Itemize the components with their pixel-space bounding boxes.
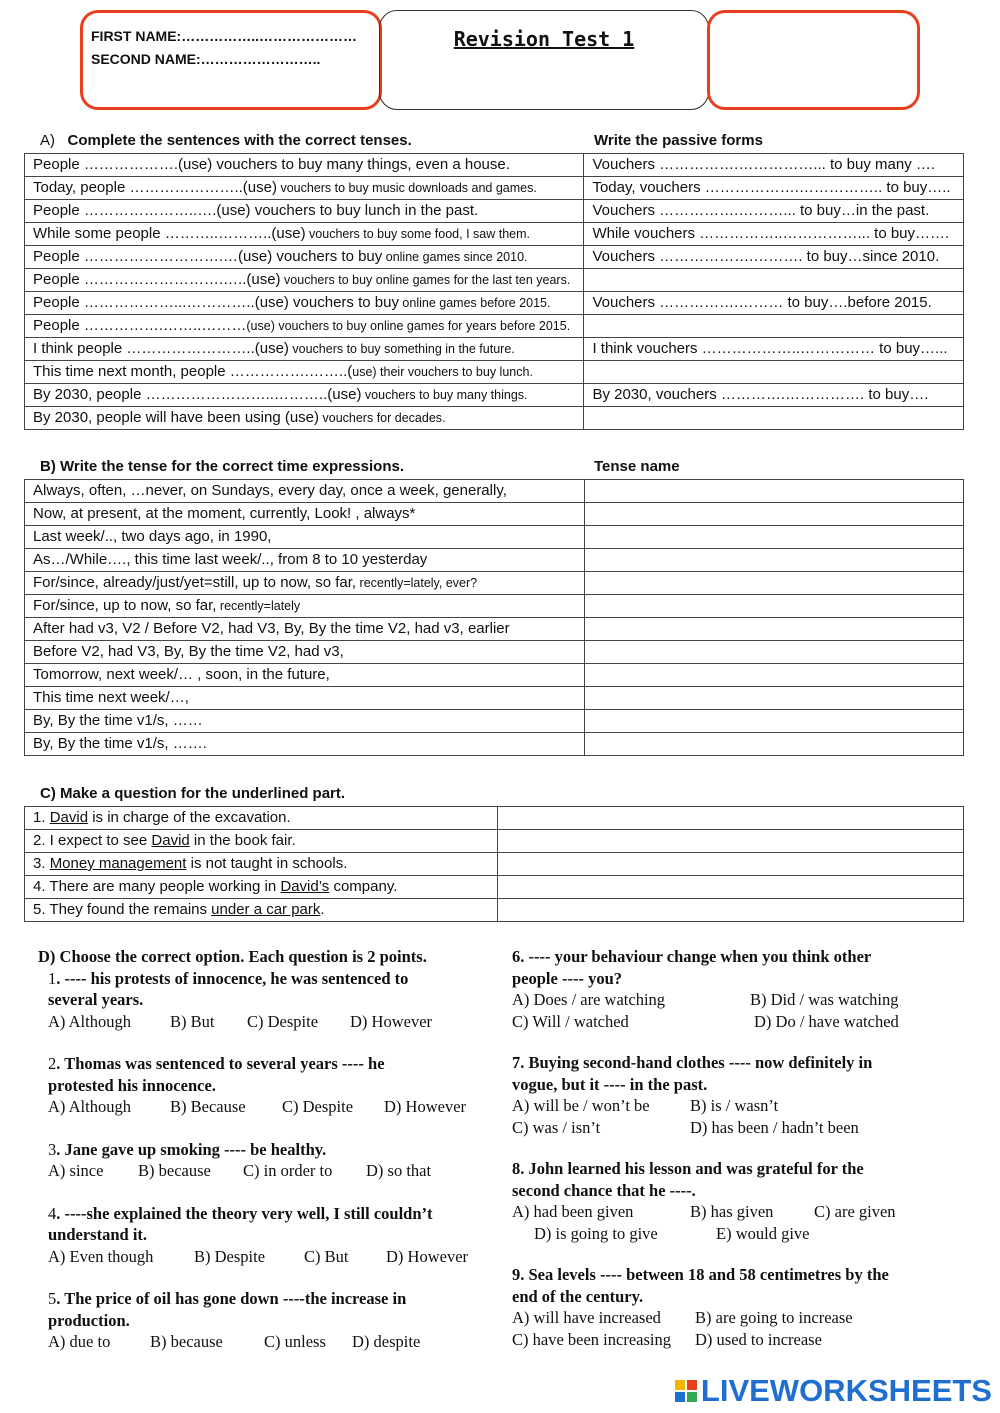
underlined-part: David [49,809,89,826]
option[interactable]: B) is / wasn’t [690,1096,779,1115]
time-expression-text: By, By the time v1/s, …… [33,712,203,729]
option[interactable]: B) Despite [194,1246,266,1266]
question-text: 6. ---- your behaviour change when you think other [512,947,872,966]
logo-text: LIVEWORKSHEETS [700,1373,992,1408]
section-b-table [24,479,964,756]
statement-post: is not taught in schools. [186,855,348,872]
logo-square [675,1380,685,1390]
tense-answer-cell[interactable] [584,503,963,526]
question-text [48,1139,488,1161]
question-line: . Jane gave up smoking ---- be healthy. [56,1139,327,1159]
option[interactable]: D) However [350,1011,433,1031]
question-text [48,1203,488,1225]
sentence-cell [25,269,584,292]
question-line: production. [48,1310,130,1330]
table-row [25,618,964,641]
question [48,1053,488,1118]
sentence-text: People ……………………….…..(use) [33,271,281,288]
question-number: 5 [48,1289,57,1308]
time-expression-cell [25,480,585,503]
time-expression-text: For/since, up to now, so far, [33,597,217,614]
option[interactable]: D) However [384,1097,467,1116]
options [48,1011,488,1033]
sentence-small-text: (use) vouchers to buy online games for years before 2015. [246,319,571,333]
time-expression-cell [25,687,585,710]
question-text [48,1310,488,1332]
statement-pre: 2. I expect to see [33,832,152,849]
table-row [25,361,964,384]
time-expression-cell [25,526,585,549]
question-number: 4 [48,1203,57,1223]
question-text [48,1288,488,1310]
table-row [25,710,964,733]
sentence-text: People ………………...…………..(use) vouchers to buy [33,294,399,311]
question [512,946,952,1032]
sentence-small-text: vouchers for decades. [319,411,446,425]
option[interactable]: B) Because [170,1097,246,1116]
statement-cell [25,853,498,876]
options [512,989,952,1011]
time-expression-text: Always, often, …never, on Sundays, every day, once a week, generally, [33,482,507,499]
question [48,1288,488,1353]
question-answer-cell[interactable] [497,876,963,899]
question [512,1264,952,1350]
time-expression-text: For/since, already/just/yet=still, up to now, so far, [33,574,357,591]
underlined-part: David [151,832,190,849]
sentence-text: This time next month, people …………….……..( [33,363,353,380]
question-text [48,1224,488,1246]
option[interactable]: D) has been / hadn’t been [690,1117,859,1137]
section-a-table [24,153,964,430]
option[interactable]: A) Although [48,1097,131,1116]
question-text [48,968,488,990]
time-expression-text: As…/While…., this time last week/.., from 8 to 10 yesterday [33,551,428,568]
table-row [25,830,964,853]
table-row [25,292,964,315]
time-expression-cell [25,664,585,687]
option[interactable]: A) had been given [512,1202,634,1221]
option[interactable]: D) However [386,1246,469,1266]
tense-answer-cell[interactable] [584,572,963,595]
question-text: 7. Buying second-hand clothes ---- now definitely in [512,1053,873,1072]
question-text: 9. Sea levels ---- between 18 and 58 centimetres by the [512,1265,889,1284]
statement-cell [25,876,498,899]
sentence-text: People ……………………….…(use) vouchers to buy [33,248,383,265]
question-text: 8. John learned his lesson and was grateful for the [512,1159,864,1178]
liveworksheets-logo [675,1373,992,1409]
first-name-label: FIRST NAME:……………..………………… [91,28,357,44]
table-row [25,526,964,549]
section-b-heading-right: Tense name [594,458,680,475]
sentence-text: By 2030, people ……………………..………..(use) [33,386,362,403]
sentence-text: I think people ……………………..(use) [33,340,289,357]
question-line: several years. [48,990,144,1009]
options [512,1117,952,1139]
options [512,1095,952,1117]
page-title: Revision Test 1 [453,27,635,51]
option[interactable]: D) so that [366,1161,432,1180]
option[interactable]: A) will have increased [512,1308,661,1327]
options [48,1246,488,1268]
question-text: second chance that he ----. [512,1180,696,1200]
option[interactable]: B) has given [690,1202,774,1221]
table-row [25,315,964,338]
section-c-heading: C) Make a question for the underlined part. [40,785,346,802]
options [48,1096,488,1118]
options [512,1307,952,1329]
option[interactable]: B) But [170,1011,215,1031]
time-expression-cell [25,710,585,733]
question-text [48,1075,488,1097]
table-row [25,664,964,687]
passive-cell[interactable] [584,407,964,430]
passive-cell[interactable]: Vouchers …………….……… to buy….before 2015. [584,292,964,315]
time-expression-cell [25,641,585,664]
table-row [25,338,964,361]
statement-post: company. [329,878,398,895]
sentence-text: People …………….……..……… [33,317,247,334]
option[interactable]: C) Will / watched [512,1011,629,1031]
question-number: 3 [48,1139,57,1159]
time-expression-small: recently=lately, ever? [356,576,478,590]
passive-cell[interactable]: Today, vouchers ……………….…………….. to buy….. [584,177,964,200]
sentence-text: Today, people …………………..(use) [33,179,277,196]
option[interactable]: A) will be / won’t be [512,1096,650,1115]
sentence-cell [25,361,584,384]
question-answer-cell[interactable] [497,899,963,922]
option[interactable]: A) Although [48,1011,131,1031]
time-expression-cell [25,503,585,526]
statement-pre: 1. [33,809,50,826]
sentence-cell [25,338,584,361]
passive-cell[interactable]: Vouchers ……………….………. to buy…since 2010. [584,246,964,269]
options [512,1223,952,1245]
table-row [25,549,964,572]
underlined-part: under a car park [211,901,321,918]
sentence-cell [25,292,584,315]
underlined-part: David’s [280,878,330,895]
table-row [25,733,964,756]
option[interactable]: C) unless [264,1332,326,1351]
table-row [25,246,964,269]
question-text: end of the century. [512,1286,644,1306]
sentence-cell [25,177,584,200]
option[interactable]: B) because [138,1161,211,1180]
sentence-cell [25,200,584,223]
question [48,1203,488,1268]
question-line: . Thomas was sentenced to several years ---- he [56,1054,385,1073]
table-row [25,269,964,292]
statement-cell [25,807,498,830]
question-answer-cell[interactable] [497,807,963,830]
question [48,968,488,1033]
time-expression-cell [25,595,585,618]
question-line: . ----she explained the theory very well, I still couldn’t [56,1203,433,1223]
tense-answer-cell[interactable] [584,595,963,618]
table-row [25,595,964,618]
sentence-text: People …………………..….(use) vouchers to buy lunch in the past. [33,202,479,219]
title-box [379,10,709,110]
question-line: . ---- his protests of innocence, he was sentenced to [56,968,409,988]
time-expression-text: Last week/.., two days ago, in 1990, [33,528,272,545]
option[interactable]: B) because [150,1332,223,1351]
table-row [25,641,964,664]
option[interactable]: C) have been increasing [512,1329,671,1349]
tense-answer-cell[interactable] [584,710,963,733]
table-row [25,480,964,503]
table-row [25,200,964,223]
question-text [48,989,488,1011]
underlined-part: Money management [49,855,187,872]
option[interactable]: A) Even though [48,1246,154,1266]
sentence-small-text: vouchers to buy some food, I saw them. [305,227,530,241]
options [48,1331,488,1353]
option[interactable]: A) Does / are watching [512,990,666,1009]
logo-icon [675,1380,697,1402]
time-expression-text: Tomorrow, next week/… , soon, in the future, [33,666,330,683]
option[interactable]: C) are given [814,1202,896,1221]
passive-cell[interactable] [584,361,964,384]
option[interactable]: C) Despite [247,1011,319,1031]
time-expression-text: By, By the time v1/s, ……. [33,735,207,752]
sentence-cell [25,407,584,430]
tense-answer-cell[interactable] [584,618,963,641]
table-row [25,853,964,876]
sentence-small-text: online games since 2010. [382,250,528,264]
table-row [25,572,964,595]
option[interactable]: B) Did / was watching [750,990,899,1009]
sentence-small-text: vouchers to buy online games for the last ten years. [280,273,571,287]
tense-answer-cell[interactable] [584,480,963,503]
time-expression-text: Before V2, had V3, By, By the time V2, had v3, [33,643,344,660]
statement-pre: 3. [33,855,50,872]
question-text [48,1053,488,1075]
option[interactable]: D) Do / have watched [754,1011,899,1031]
sentence-text: People ……………….(use) vouchers to buy many things, even a house. [33,156,510,173]
tense-answer-cell[interactable] [584,526,963,549]
passive-cell[interactable]: Vouchers …………….……………... to buy many …. [584,154,964,177]
passive-cell[interactable]: By 2030, vouchers ………….……………. to buy…. [584,384,964,407]
section-d-heading: D) Choose the correct option. Each question is 2 points. [38,947,427,966]
passive-cell[interactable]: Vouchers …………….………... to buy…in the past. [584,200,964,223]
sentence-cell [25,315,584,338]
time-expression-cell [25,572,585,595]
question-number: 2 [48,1054,57,1073]
table-row [25,807,964,830]
sentence-small-text: online games before 2015. [398,296,551,310]
time-expression-cell [25,733,585,756]
statement-pre: 5. They found the remains [33,901,212,918]
option[interactable]: E) would give [716,1223,810,1243]
passive-cell[interactable]: I think vouchers ………………..…………… to buy…... [584,338,964,361]
time-expression-cell [25,549,585,572]
section-a-heading: A) Complete the sentences with the correct tenses. [40,132,412,149]
options [512,1329,952,1351]
question [48,1139,488,1182]
option[interactable]: D) used to increase [695,1329,822,1349]
sentence-cell [25,384,584,407]
section-d-left-column [38,946,488,1353]
question-text: vogue, but it ---- in the past. [512,1074,708,1094]
table-row [25,223,964,246]
time-expression-text: After had v3, V2 / Before V2, had V3, By, By the time V2, had v3, earlier [33,620,510,637]
option[interactable]: B) are going to increase [695,1308,853,1327]
logo-square [687,1380,697,1390]
sentence-cell [25,246,584,269]
question-line: protested his innocence. [48,1075,216,1095]
table-row [25,899,964,922]
option[interactable]: C) Despite [282,1097,354,1116]
time-expression-small: recently=lately [216,599,301,613]
tense-answer-cell[interactable] [584,549,963,572]
logo-square [675,1392,685,1402]
statement-pre: 4. There are many people working in [33,878,281,895]
question-answer-cell[interactable] [497,853,963,876]
sentence-cell [25,154,584,177]
table-row [25,154,964,177]
options [48,1160,488,1182]
section-d-right-column [512,946,952,1350]
question-text: people ---- you? [512,968,622,988]
score-box [707,10,920,110]
table-row [25,876,964,899]
tense-answer-cell[interactable] [584,641,963,664]
options [512,1011,952,1033]
statement-cell [25,830,498,853]
option[interactable]: C) But [304,1246,349,1266]
time-expression-text: Now, at present, at the moment, currently, Look! , always* [33,505,416,522]
question [512,1052,952,1138]
tense-answer-cell[interactable] [584,687,963,710]
sentence-small-text: vouchers to buy many things. [361,388,528,402]
question [512,1158,952,1244]
statement-post: is in charge of the excavation. [88,809,291,826]
logo-square [687,1392,697,1402]
sentence-text: While some people ………..………..(use) [33,225,306,242]
option[interactable]: C) was / isn’t [512,1117,601,1137]
passive-cell[interactable] [584,269,964,292]
option[interactable]: D) is going to give [534,1223,658,1243]
option[interactable]: C) in order to [243,1161,333,1180]
table-row [25,384,964,407]
question-line: . The price of oil has gone down ----the increase in [56,1289,407,1308]
statement-post: in the book fair. [189,832,296,849]
sentence-cell [25,223,584,246]
option[interactable]: A) due to [48,1332,111,1351]
question-line: understand it. [48,1225,148,1244]
section-a-heading-right: Write the passive forms [594,132,763,149]
name-box [80,10,382,110]
table-row [25,407,964,430]
section-c-table [24,806,964,922]
time-expression-cell [25,618,585,641]
question-answer-cell[interactable] [497,830,963,853]
statement-post: . [320,901,325,918]
sentence-small-text: use) their vouchers to buy lunch. [352,365,533,379]
table-row [25,503,964,526]
sentence-small-text: vouchers to buy music downloads and games. [276,181,537,195]
second-name-label: SECOND NAME:…………………….. [91,51,321,67]
sentence-text: By 2030, people will have been using (use) [33,409,320,426]
time-expression-text: This time next week/…, [33,689,189,706]
passive-cell[interactable] [584,315,964,338]
passive-cell[interactable]: While vouchers ……………..……………... to buy……. [584,223,964,246]
tense-answer-cell[interactable] [584,733,963,756]
table-row [25,687,964,710]
option[interactable]: D) despite [352,1332,421,1351]
options [512,1201,952,1223]
statement-cell [25,899,498,922]
option[interactable]: A) since [48,1161,104,1180]
question-number: 1 [48,968,57,988]
tense-answer-cell[interactable] [584,664,963,687]
sentence-small-text: vouchers to buy something in the future. [288,342,515,356]
section-b-heading: B) Write the tense for the correct time expressions. [40,458,404,475]
table-row [25,177,964,200]
